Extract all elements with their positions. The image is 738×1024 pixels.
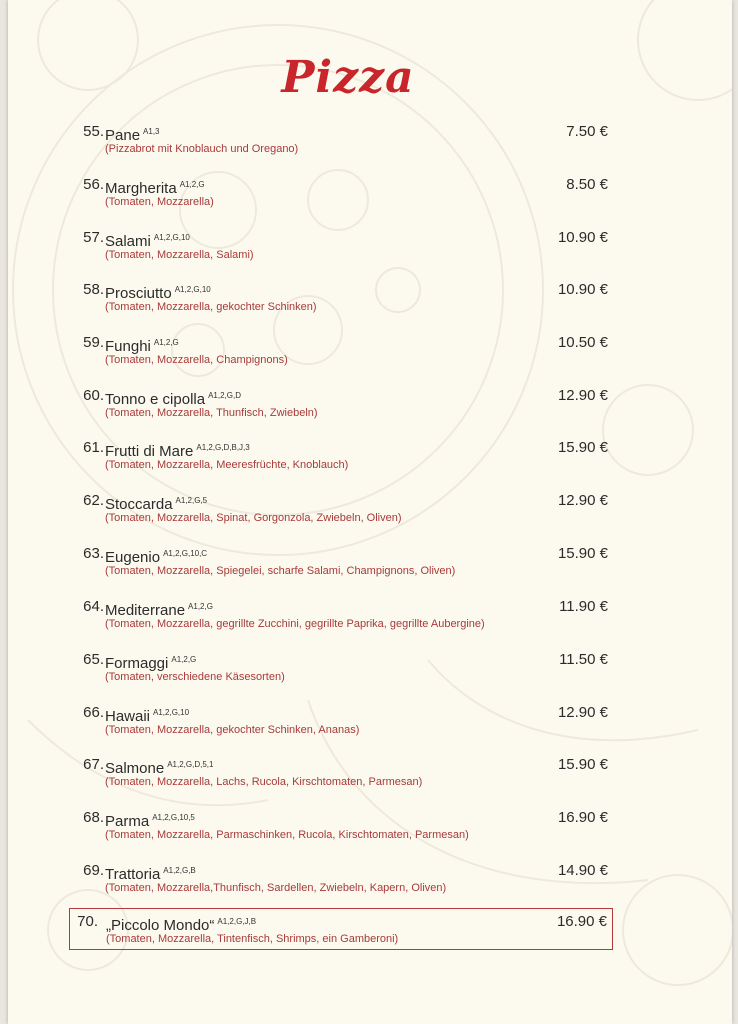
menu-item <box>68 756 614 796</box>
allergen-codes: A1,2,G <box>171 655 197 664</box>
item-description: (Tomaten, Mozzarella, gekochter Schinken) <box>105 301 317 313</box>
item-number: 66. <box>83 704 104 721</box>
item-number: 59. <box>83 334 104 351</box>
item-number: 65. <box>83 651 104 668</box>
item-number: 56. <box>83 176 104 193</box>
item-price: 11.50 € <box>559 651 608 668</box>
item-name: Margherita $^{A1,2,G}$ <box>105 180 205 197</box>
item-number: 69. <box>83 862 104 879</box>
allergen-codes: A1,2,G <box>153 338 179 347</box>
menu-page <box>8 0 732 1024</box>
menu-item <box>68 439 614 479</box>
allergen-codes: A1,2,G,D <box>208 391 241 400</box>
item-name: Funghi $^{A1,2,G}$ <box>105 338 179 355</box>
menu-item <box>68 229 614 269</box>
item-price: 12.90 € <box>557 387 608 404</box>
item-price: 12.90 € <box>557 492 608 509</box>
item-number: 61. <box>83 439 104 456</box>
allergen-codes: A1,2,G <box>179 180 205 189</box>
item-name: Tonno e cipolla $^{A1,2,G,D}$ <box>105 391 241 408</box>
menu-item <box>68 176 614 216</box>
allergen-codes: A1,2,G,10,C <box>163 549 208 558</box>
menu-item <box>68 334 614 374</box>
allergen-codes: A1,3 <box>143 127 160 136</box>
item-price: 11.90 € <box>559 598 608 615</box>
item-description: (Tomaten, Mozzarella) <box>105 196 214 208</box>
item-description: (Tomaten, Mozzarella, gegrillte Zucchini, gegrillte Paprika, gegrillte Aubergine) <box>105 618 485 630</box>
item-price: 15.90 € <box>557 439 608 456</box>
menu-item <box>68 123 614 163</box>
item-name: Hawaii $^{A1,2,G,10}$ <box>105 708 190 725</box>
item-number: 57. <box>83 229 104 246</box>
item-number: 58. <box>83 281 104 298</box>
item-name: Salami $^{A1,2,G,10}$ <box>105 233 190 250</box>
item-number: 67. <box>83 756 104 773</box>
item-price: 16.90 € <box>556 913 607 930</box>
allergen-codes: A1,2,G,10 <box>153 233 190 242</box>
item-name: Salmone $^{A1,2,G,D,5,1}$ <box>105 760 214 777</box>
item-name: „Piccolo Mondo“ $^{A1,2,G,J,B}$ <box>106 917 257 934</box>
item-number: 63. <box>83 545 104 562</box>
item-number: 60. <box>83 387 104 404</box>
item-description: (Tomaten, Mozzarella, Lachs, Rucola, Kirschtomaten, Parmesan) <box>105 776 423 788</box>
menu-item <box>68 545 614 585</box>
item-price: 10.90 € <box>557 229 608 246</box>
page-title: Pizza <box>281 52 415 103</box>
item-price: 16.90 € <box>557 809 608 826</box>
item-number: 68. <box>83 809 104 826</box>
item-name: Prosciutto $^{A1,2,G,10}$ <box>105 285 211 302</box>
item-description: (Tomaten, Mozzarella, Thunfisch, Zwiebeln) <box>105 407 318 419</box>
item-name: Parma $^{A1,2,G,10,5}$ <box>105 813 195 830</box>
menu-item-highlighted <box>69 908 613 950</box>
item-description: (Tomaten, Mozzarella,Thunfisch, Sardellen, Zwiebeln, Kapern, Oliven) <box>105 882 447 894</box>
item-description: (Tomaten, Mozzarella, Spiegelei, scharfe Salami, Champignons, Oliven) <box>105 565 456 577</box>
item-description: (Tomaten, Mozzarella, Champignons) <box>105 354 288 366</box>
item-name: Formaggi $^{A1,2,G}$ <box>105 655 197 672</box>
item-name: Mediterrane $^{A1,2,G}$ <box>105 602 213 619</box>
menu-item <box>68 809 614 849</box>
menu-item <box>68 281 614 321</box>
menu-item <box>68 492 614 532</box>
item-description: (Tomaten, Mozzarella, Parmaschinken, Rucola, Kirschtomaten, Parmesan) <box>105 829 469 841</box>
menu-item <box>68 387 614 427</box>
item-price: 15.90 € <box>557 545 608 562</box>
menu-item <box>68 704 614 744</box>
allergen-codes: A1,2,G,D,B,J,3 <box>196 443 250 452</box>
allergen-codes: A1,2,G,B <box>163 866 196 875</box>
item-price: 10.90 € <box>557 281 608 298</box>
allergen-codes: A1,2,G <box>188 602 213 611</box>
item-price: 12.90 € <box>557 704 608 721</box>
item-number: 64. <box>83 598 104 615</box>
item-number: 70. <box>77 913 98 930</box>
menu-item <box>68 862 614 902</box>
item-price: 15.90 € <box>557 756 608 773</box>
item-price: 7.50 € <box>566 123 608 140</box>
item-name: Stoccarda $^{A1,2,G,5}$ <box>105 496 208 513</box>
item-description: (Pizzabrot mit Knoblauch und Oregano) <box>105 143 299 155</box>
item-description: (Tomaten, Mozzarella, Salami) <box>105 249 254 261</box>
item-price: 8.50 € <box>566 176 608 193</box>
allergen-codes: A1,2,G,10 <box>174 285 211 294</box>
allergen-codes: A1,2,G,10 <box>153 708 190 717</box>
allergen-codes: A1,2,G,5 <box>175 496 208 505</box>
item-name: Pane $^{A1,3}$ <box>105 127 160 144</box>
item-name: Trattoria $^{A1,2,G,B}$ <box>105 866 196 883</box>
item-description: (Tomaten, verschiedene Käsesorten) <box>105 671 285 683</box>
item-number: 62. <box>83 492 104 509</box>
item-name: Eugenio $^{A1,2,G,10,C}$ <box>105 549 208 566</box>
item-number: 55. <box>83 123 104 140</box>
item-name: Frutti di Mare $^{A1,2,G,D,B,J,3}$ <box>105 443 250 460</box>
menu-item <box>68 651 614 691</box>
item-price: 14.90 € <box>557 862 608 879</box>
allergen-codes: A1,2,G,10,5 <box>152 813 195 822</box>
item-price: 10.50 € <box>557 334 608 351</box>
item-description: (Tomaten, Mozzarella, Tintenfisch, Shrimps, ein Gamberoni) <box>106 933 399 945</box>
item-description: (Tomaten, Mozzarella, gekochter Schinken, Ananas) <box>105 724 360 736</box>
item-description: (Tomaten, Mozzarella, Meeresfrüchte, Knoblauch) <box>105 459 349 471</box>
allergen-codes: A1,2,G,D,5,1 <box>167 760 214 769</box>
item-description: (Tomaten, Mozzarella, Spinat, Gorgonzola, Zwiebeln, Oliven) <box>105 512 402 524</box>
allergen-codes: A1,2,G,J,B <box>217 917 257 926</box>
menu-item <box>68 598 614 638</box>
